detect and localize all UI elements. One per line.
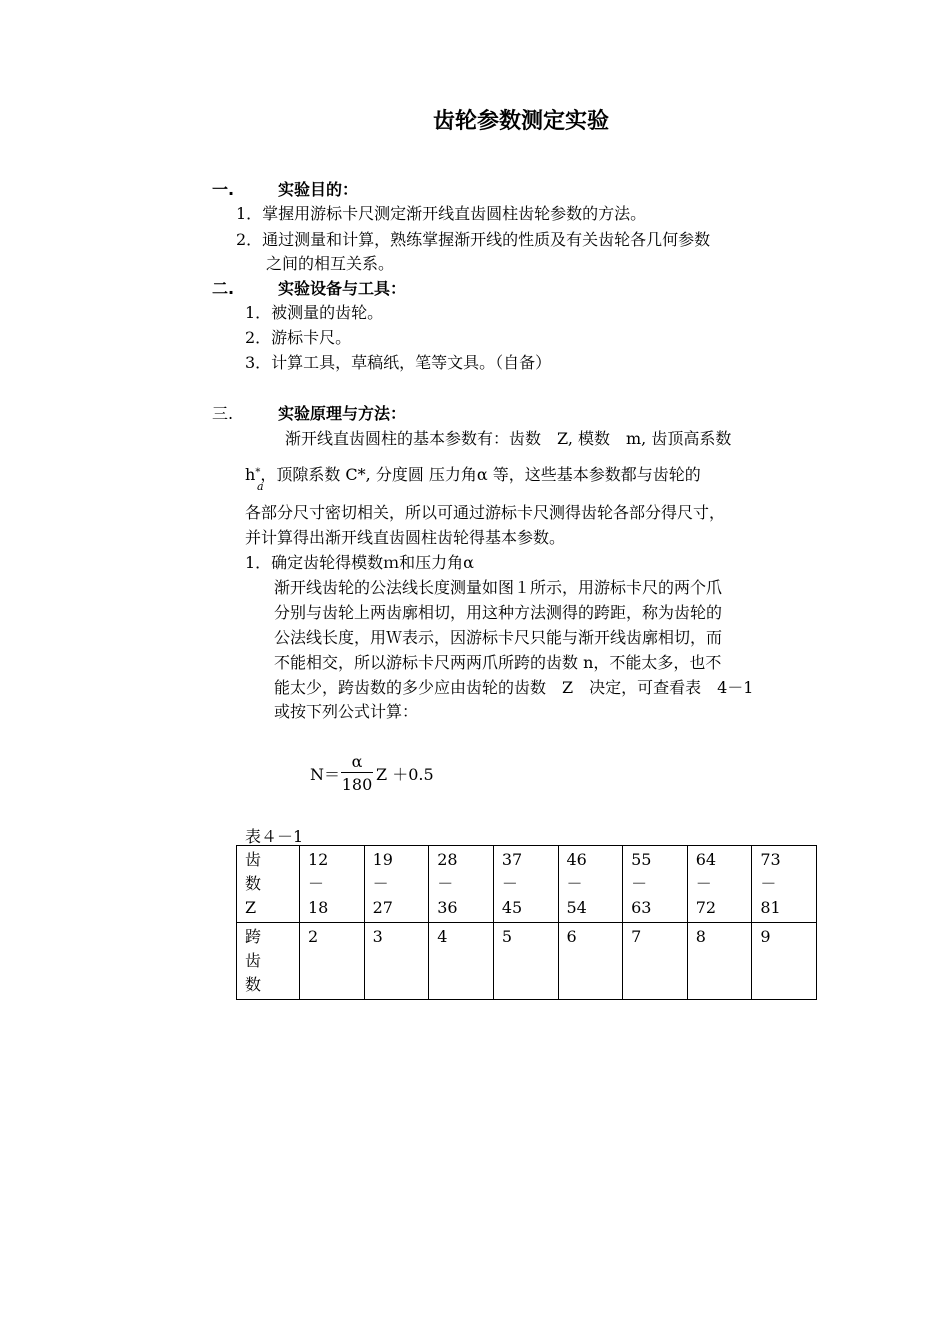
table-cell: 6 xyxy=(558,923,623,1000)
table-cell: 55 － 63 xyxy=(623,846,688,923)
table-cell: 2 xyxy=(300,923,365,1000)
section-3-paragraph-line-4: 并计算得出渐开线直齿圆柱齿轮得基本参数。 xyxy=(245,528,566,547)
table-cell: 73 － 81 xyxy=(752,846,817,923)
table-caption: 表４－1 xyxy=(245,827,304,846)
table-cell: 4 xyxy=(429,923,494,1000)
section-1-heading: 实验目的： xyxy=(278,180,359,199)
section-2-heading: 实验设备与工具： xyxy=(278,279,407,298)
section-3-body-line-5: 能太少，跨齿数的多少应由齿轮的齿数 Z 决定，可查看表 4－1 xyxy=(274,678,754,697)
section-3-body-line-4: 不能相交，所以游标卡尺两两爪所跨的齿数 n，不能太多，也不 xyxy=(274,653,722,672)
table-cell: 19 － 27 xyxy=(364,846,429,923)
addendum-superscript: * xyxy=(255,467,261,478)
table-cell: 9 xyxy=(752,923,817,1000)
table-cell: 46 － 54 xyxy=(558,846,623,923)
table-cell: 3 xyxy=(364,923,429,1000)
formula-numerator: α xyxy=(351,752,363,771)
addendum-subscript: a xyxy=(257,480,264,493)
table-cell: 37 － 45 xyxy=(493,846,558,923)
table-cell: 齿 数 Z xyxy=(237,846,300,923)
formula-denominator: 180 xyxy=(341,775,373,794)
addendum-coefficient-symbol: h xyxy=(245,465,256,484)
section-2-item-3: 3．计算工具，草稿纸，笔等文具。（自备） xyxy=(245,353,552,372)
section-3-heading: 实验原理与方法： xyxy=(278,404,407,423)
table-row xyxy=(237,846,817,923)
section-3-paragraph-line-1: 渐开线直齿圆柱的基本参数有：齿数 Z, 模数 m, 齿顶高系数 xyxy=(285,429,732,448)
section-3-body-line-2: 分别与齿轮上两齿廓相切，用这种方法测得的跨距，称为齿轮的 xyxy=(274,603,723,622)
table-cell: 12 － 18 xyxy=(300,846,365,923)
section-1-item-1: 1．掌握用游标卡尺测定渐开线直齿圆柱齿轮参数的方法。 xyxy=(236,204,647,223)
section-2-item-1: 1．被测量的齿轮。 xyxy=(245,303,384,322)
section-1-number: 一. xyxy=(212,180,235,199)
section-2-number: 二. xyxy=(212,279,235,298)
tooth-span-table xyxy=(236,845,817,1000)
section-3-number: 三. xyxy=(212,404,234,423)
section-1-item-2: 2．通过测量和计算，熟练掌握渐开线的性质及有关齿轮各几何参数 xyxy=(236,230,711,249)
section-1-item-2-cont: 之间的相互关系。 xyxy=(266,254,395,273)
table-row xyxy=(237,923,817,1000)
formula-rhs: Z ＋0.5 xyxy=(376,765,434,784)
table-cell: 5 xyxy=(493,923,558,1000)
section-3-paragraph-line-2 xyxy=(245,462,701,485)
formula-fraction-bar xyxy=(341,772,373,773)
section-3-body-line-3: 公法线长度，用Ｗ表示，因游标卡尺只能与渐开线齿廓相切，而 xyxy=(274,628,723,647)
formula-lhs: N＝ xyxy=(310,765,341,784)
table-cell: 跨 齿 数 xyxy=(237,923,300,1000)
section-3-body-line-1: 渐开线齿轮的公法线长度测量如图１所示，用游标卡尺的两个爪 xyxy=(274,578,723,597)
section-2-item-2: 2．游标卡尺。 xyxy=(245,328,352,347)
section-3-item-1: 1．确定齿轮得模数ｍ和压力角α xyxy=(245,553,474,572)
table-cell: 8 xyxy=(687,923,752,1000)
section-3-body-line-6: 或按下列公式计算： xyxy=(274,702,419,721)
table-cell: 7 xyxy=(623,923,688,1000)
table-cell: 28 － 36 xyxy=(429,846,494,923)
section-3-paragraph-line-3: 各部分尺寸密切相关，所以可通过游标卡尺测得齿轮各部分得尺寸， xyxy=(245,503,726,522)
table-cell: 64 － 72 xyxy=(687,846,752,923)
section-3-paragraph-line-2-text: ，顶隙系数 C*, 分度圆 压力角α 等，这些基本参数都与齿轮的 xyxy=(260,465,701,484)
page-title: 齿轮参数测定实验 xyxy=(433,109,610,134)
